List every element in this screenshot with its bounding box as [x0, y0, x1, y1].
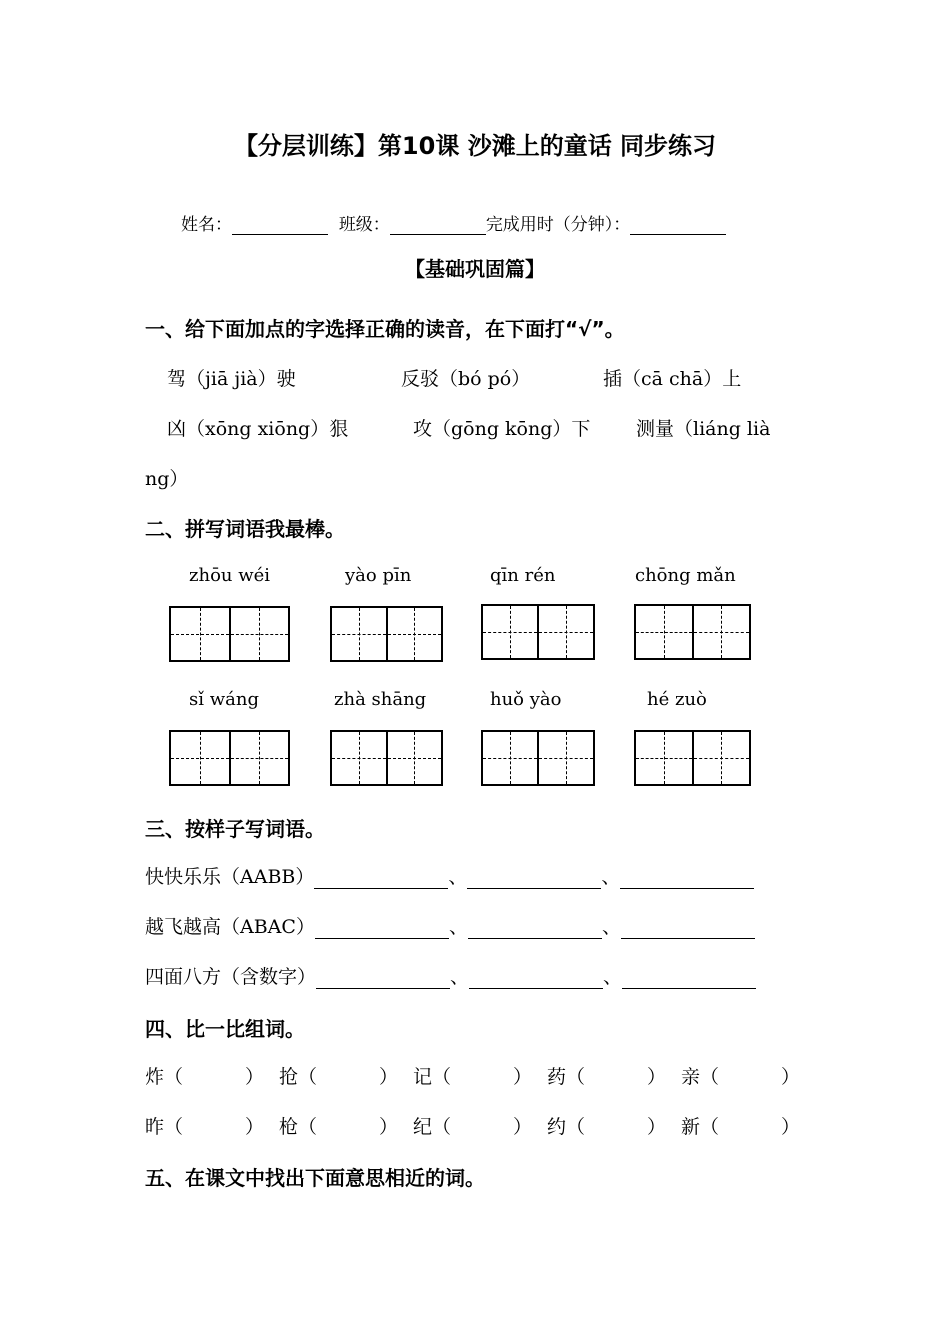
- section-heading: 【基础巩固篇】: [405, 257, 545, 281]
- q1-item-wrap: ng）: [145, 468, 189, 490]
- answer-blank[interactable]: [621, 916, 755, 939]
- answer-blank[interactable]: [622, 966, 756, 989]
- q4-item-close: ）: [379, 1066, 399, 1088]
- q4-item-open: 药（: [547, 1066, 586, 1088]
- q4-item-close: ）: [245, 1116, 265, 1138]
- q4-item-close: ）: [647, 1066, 667, 1088]
- writing-grid[interactable]: [481, 604, 595, 660]
- q4-item-open: 约（: [547, 1116, 586, 1138]
- q3-row: [145, 962, 756, 989]
- q1-heading: 一、给下面加点的字选择正确的读音，在下面打“√”。: [145, 317, 625, 341]
- pinyin-label: zhōu wéi: [189, 565, 271, 586]
- q4-item-open: 纪（: [413, 1116, 452, 1138]
- separator: 、: [601, 916, 621, 938]
- q2-heading: 二、拼写词语我最棒。: [145, 517, 345, 541]
- answer-blank[interactable]: [315, 916, 449, 939]
- q1-item: 插（cā chā）上: [603, 368, 742, 390]
- q4-item-close: ）: [513, 1066, 533, 1088]
- q4-item-close: ）: [379, 1116, 399, 1138]
- class-label: 班级：: [338, 215, 390, 235]
- q4-item-open: 炸（: [145, 1066, 184, 1088]
- pinyin-label: yào pīn: [345, 565, 412, 586]
- class-blank[interactable]: [390, 216, 486, 235]
- writing-grid[interactable]: [481, 730, 595, 786]
- separator: 、: [450, 966, 470, 988]
- name-label: 姓名：: [181, 215, 232, 235]
- q3-heading: 三、按样子写词语。: [145, 817, 325, 841]
- student-info-line: [181, 210, 726, 235]
- writing-grid[interactable]: [330, 730, 443, 786]
- q1-item: 凶（xōng xiōng）狠: [167, 418, 349, 440]
- q4-item-close: ）: [647, 1116, 667, 1138]
- q3-row: [145, 862, 754, 889]
- name-blank[interactable]: [232, 216, 328, 235]
- page-title: 【分层训练】第10课 沙滩上的童话 同步练习: [233, 132, 717, 160]
- pinyin-label: hé zuò: [647, 689, 707, 710]
- q3-example: 快快乐乐（AABB）: [145, 866, 315, 888]
- q1-item: 测量（liáng lià: [636, 418, 771, 440]
- q4-item-open: 昨（: [145, 1116, 184, 1138]
- q5-heading: 五、在课文中找出下面意思相近的词。: [145, 1166, 485, 1190]
- q4-item-close: ）: [781, 1066, 801, 1088]
- q1-item: 攻（gōng kōng）下: [413, 418, 591, 440]
- q4-item-close: ）: [245, 1066, 265, 1088]
- separator: 、: [448, 916, 468, 938]
- time-blank[interactable]: [630, 216, 726, 235]
- writing-grid[interactable]: [634, 604, 751, 660]
- q4-item-close: ）: [781, 1116, 801, 1138]
- answer-blank[interactable]: [468, 916, 602, 939]
- separator: 、: [601, 866, 621, 888]
- pinyin-label: qīn rén: [490, 565, 556, 586]
- answer-blank[interactable]: [620, 866, 754, 889]
- answer-blank[interactable]: [316, 966, 450, 989]
- pinyin-label: huǒ yào: [490, 689, 562, 710]
- separator: 、: [603, 966, 623, 988]
- answer-blank[interactable]: [314, 866, 448, 889]
- separator: 、: [448, 866, 468, 888]
- writing-grid[interactable]: [330, 606, 443, 662]
- q1-item: 驾（jiā jià）驶: [167, 368, 296, 390]
- answer-blank[interactable]: [467, 866, 601, 889]
- time-label: 完成用时（分钟）：: [485, 215, 631, 235]
- q3-example: 四面八方（含数字）: [145, 966, 317, 988]
- q4-item-open: 亲（: [681, 1066, 720, 1088]
- writing-grid[interactable]: [169, 730, 290, 786]
- answer-blank[interactable]: [469, 966, 603, 989]
- writing-grid[interactable]: [169, 606, 290, 662]
- q4-item-open: 枪（: [279, 1116, 318, 1138]
- writing-grid[interactable]: [634, 730, 751, 786]
- q3-row: [145, 912, 755, 939]
- q1-item: 反驳（bó pó）: [401, 368, 531, 390]
- q4-item-open: 抢（: [279, 1066, 318, 1088]
- q4-heading: 四、比一比组词。: [145, 1017, 305, 1041]
- pinyin-label: zhà shāng: [334, 689, 427, 710]
- q3-example: 越飞越高（ABAC）: [145, 916, 315, 938]
- q4-item-open: 记（: [413, 1066, 452, 1088]
- q4-item-close: ）: [513, 1116, 533, 1138]
- pinyin-label: chōng mǎn: [635, 565, 736, 586]
- pinyin-label: sǐ wáng: [189, 689, 259, 710]
- q4-item-open: 新（: [681, 1116, 720, 1138]
